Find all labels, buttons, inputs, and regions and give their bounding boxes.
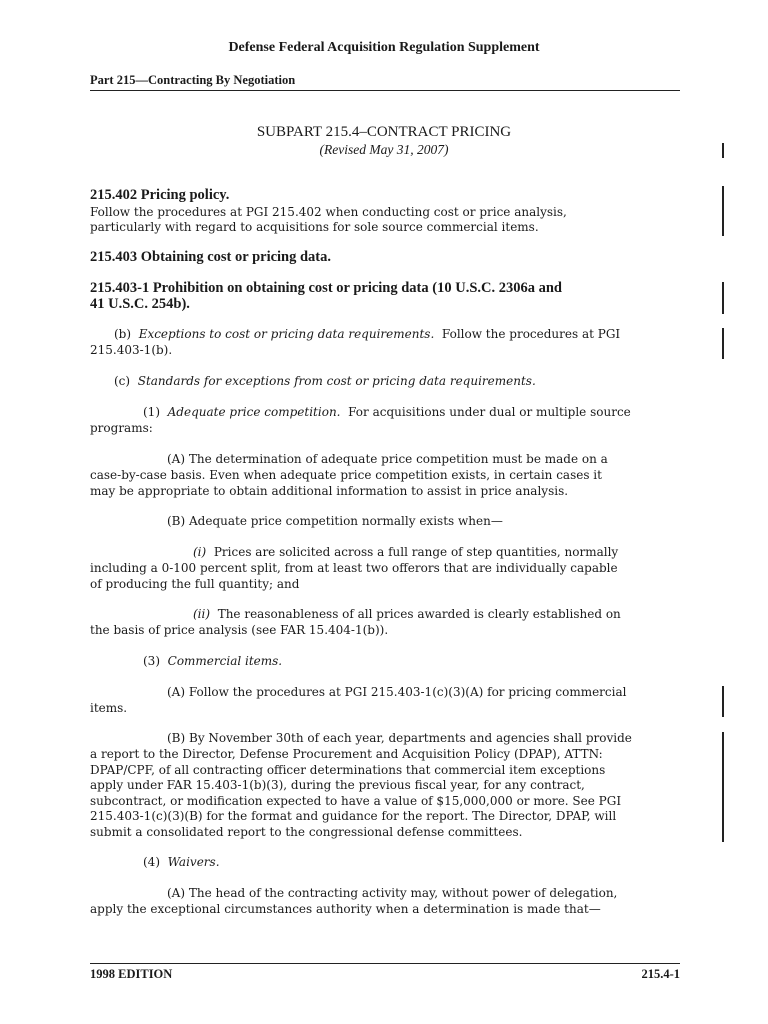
section-heading-215-403: 215.403 Obtaining cost or pricing data. — [90, 249, 332, 265]
paragraph-c1 — [143, 405, 631, 421]
paragraph-line: subcontract, or modification expected to have a value of $15,000,000 or more. See PGI — [90, 794, 622, 808]
edition-label: 1998 EDITION — [90, 967, 173, 981]
change-bar — [722, 282, 724, 314]
paragraph-line: (B) By November 30th of each year, departments and agencies shall provide — [167, 731, 632, 745]
paragraph-text: Prices are solicited across a full range of step quantities, normally — [213, 545, 619, 559]
change-bar — [722, 143, 724, 158]
paragraph-line: including a 0-100 percent split, from at least two offerors that are individually capable — [90, 561, 618, 575]
paragraph-text: Follow the procedures at PGI — [441, 327, 621, 341]
paragraph-line: a report to the Director, Defense Procurement and Acquisition Policy (DPAP), ATTN: — [90, 747, 603, 761]
paragraph-label: (4) — [143, 855, 160, 869]
header-rule — [90, 90, 680, 91]
change-bar — [722, 686, 724, 717]
paragraph-line: apply under FAR 15.403-1(b)(3), during the previous fiscal year, for any contract, — [90, 778, 585, 792]
paragraph-line: (A) The determination of adequate price competition must be made on a — [167, 452, 608, 466]
paragraph-line: programs: — [90, 421, 153, 435]
paragraph-line: (B) Adequate price competition normally exists when— — [167, 514, 503, 528]
paragraph-line: 215.403-1(b). — [90, 343, 173, 357]
paragraph-c3 — [143, 654, 282, 670]
change-bar — [722, 732, 724, 842]
regulation-title: Defense Federal Acquisition Regulation Supplement — [228, 40, 540, 55]
paragraph-c1Bii — [193, 607, 621, 623]
footer-rule — [90, 963, 680, 964]
paragraph-c1Bi — [193, 545, 618, 561]
paragraph-subject: Waivers. — [167, 855, 220, 869]
paragraph-line: (A) Follow the procedures at PGI 215.403-1(c)(3)(A) for pricing commercial — [167, 685, 627, 699]
paragraph-line: particularly with regard to acquisitions for sole source commercial items. — [90, 220, 539, 234]
paragraph-line: 215.403-1(c)(3)(B) for the format and guidance for the report. The Director, DPAP, will — [90, 809, 617, 823]
page-number: 215.4-1 — [641, 967, 680, 981]
paragraph-subject: Exceptions to cost or pricing data requirements. — [138, 327, 435, 341]
revision-date: (Revised May 31, 2007) — [319, 142, 449, 157]
section-heading-215-403-1: 215.403-1 Prohibition on obtaining cost or pricing data (10 U.S.C. 2306a and — [90, 280, 562, 296]
subpart-title: SUBPART 215.4–CONTRACT PRICING — [256, 124, 512, 140]
paragraph-line: apply the exceptional circumstances authority when a determination is made that— — [90, 902, 601, 916]
paragraph-line: (A) The head of the contracting activity may, without power of delegation, — [167, 886, 618, 900]
paragraph-label: (c) — [114, 374, 131, 388]
paragraph-subject: Adequate price competition. — [167, 405, 341, 419]
change-bar — [722, 186, 724, 236]
paragraph-label: (b) — [114, 327, 132, 341]
paragraph-line: items. — [90, 701, 128, 715]
paragraph-label: (i) — [193, 545, 207, 559]
paragraph-label: (1) — [143, 405, 160, 419]
part-title: Part 215—Contracting By Negotiation — [90, 73, 296, 87]
paragraph-line: case-by-case basis. Even when adequate price competition exists, in certain cases it — [90, 468, 602, 482]
paragraph-line: of producing the full quantity; and — [90, 577, 300, 591]
paragraph-text: For acquisitions under dual or multiple source — [348, 405, 631, 419]
paragraph-subject: Commercial items. — [167, 654, 283, 668]
paragraph-line: DPAP/CPF, of all contracting officer determinations that commercial item exceptions — [90, 763, 606, 777]
paragraph-line: submit a consolidated report to the congressional defense committees. — [90, 825, 523, 839]
section-heading-215-403-1-cont: 41 U.S.C. 254b). — [90, 296, 190, 312]
paragraph-c4 — [143, 855, 220, 871]
paragraph-label: (3) — [143, 654, 160, 668]
paragraph-text: The reasonableness of all prices awarded is clearly established on — [217, 607, 621, 621]
paragraph-line: may be appropriate to obtain additional information to assist in price analysis. — [90, 484, 569, 498]
paragraph-b — [114, 327, 620, 343]
paragraph-subject: Standards for exceptions from cost or pricing data requirements. — [137, 374, 536, 388]
change-bar — [722, 328, 724, 359]
paragraph-line: the basis of price analysis (see FAR 15.404-1(b)). — [90, 623, 389, 637]
paragraph-line: Follow the procedures at PGI 215.402 when conducting cost or price analysis, — [90, 205, 567, 219]
paragraph-c — [114, 374, 536, 390]
paragraph-label: (ii) — [193, 607, 211, 621]
section-heading-215-402: 215.402 Pricing policy. — [90, 187, 230, 203]
